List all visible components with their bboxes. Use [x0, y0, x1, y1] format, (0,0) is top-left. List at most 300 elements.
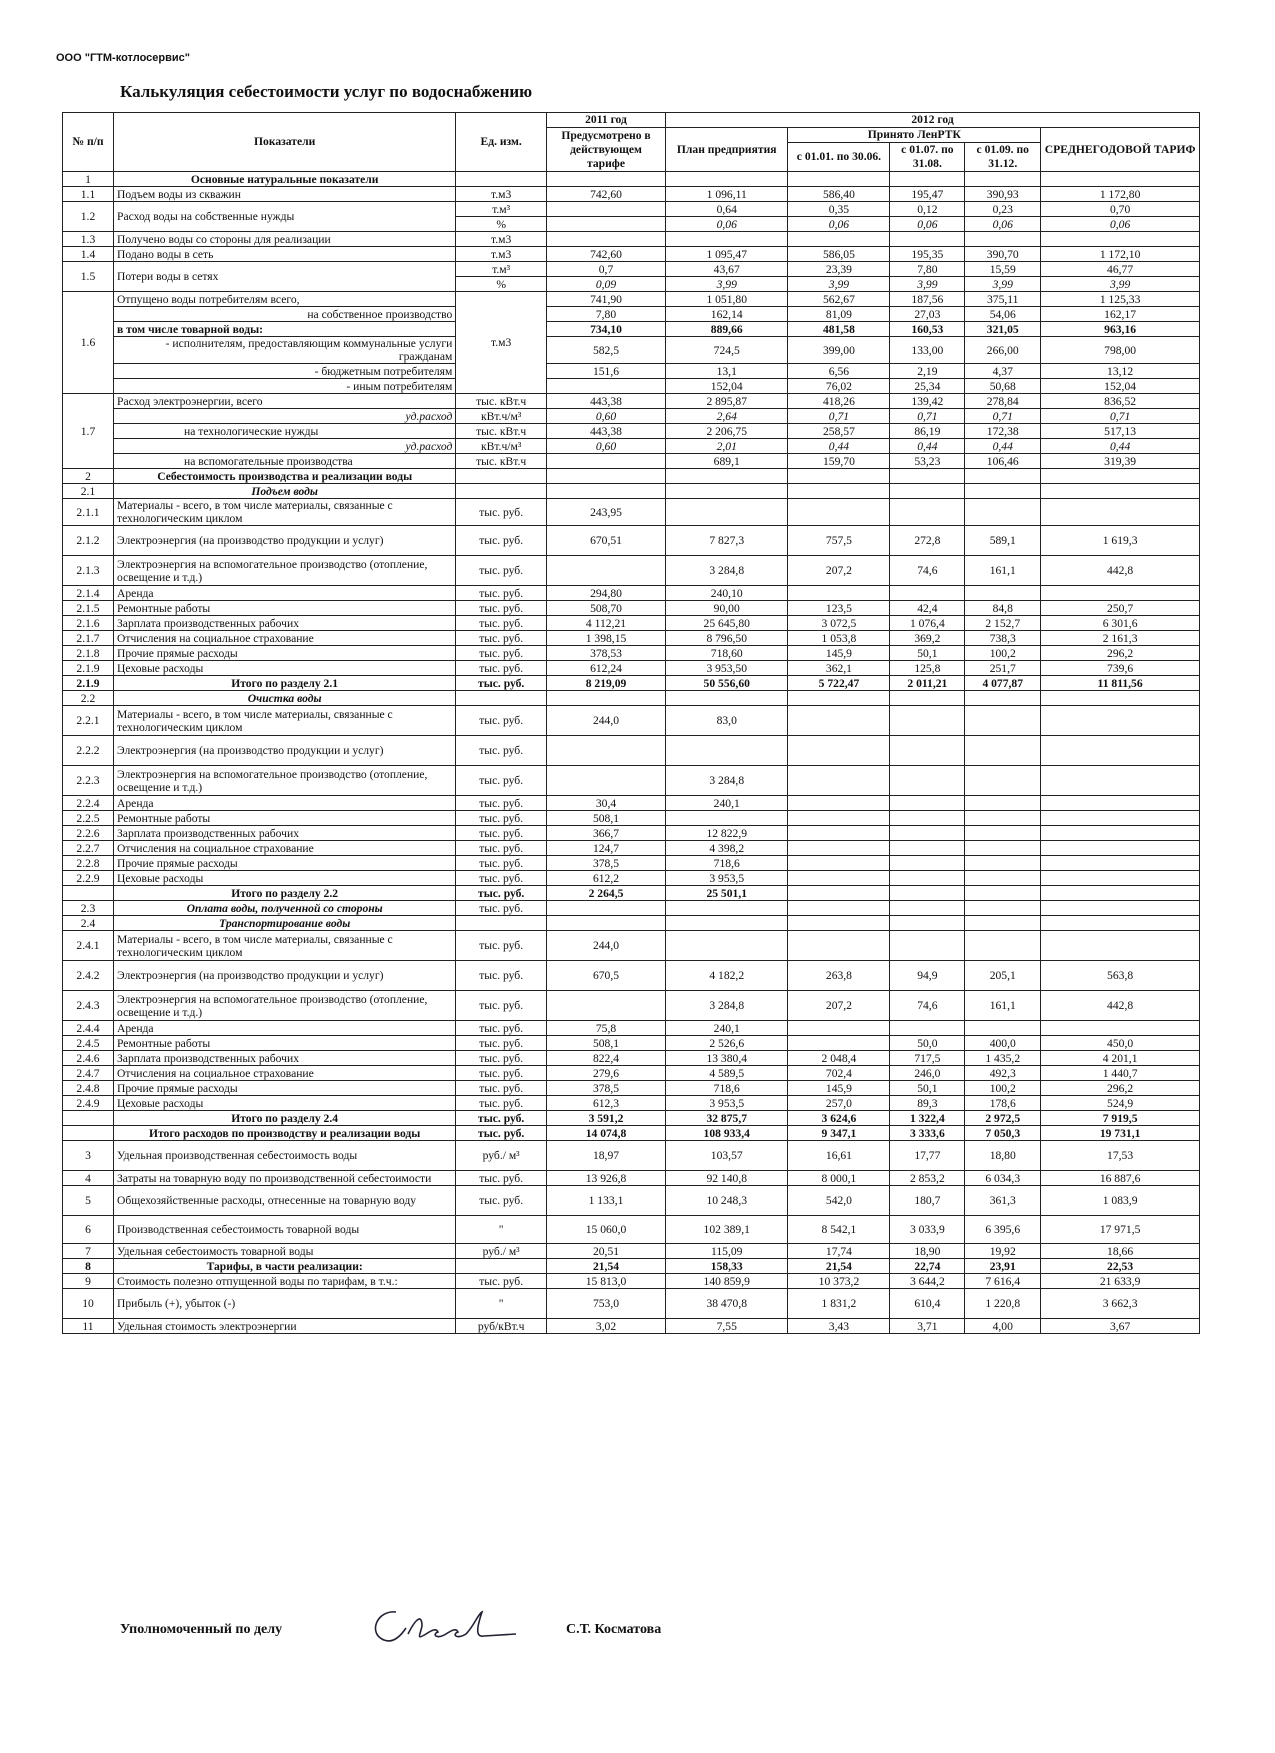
row-label: Прибыль (+), убыток (-): [114, 1289, 456, 1319]
table-row: [63, 1066, 1200, 1081]
row-label: Материалы - всего, в том числе материалы, связанные с технологическим циклом: [114, 931, 456, 961]
row-number: 2.2.9: [63, 871, 114, 886]
value-period-1: 17,74: [788, 1244, 890, 1259]
table-row: [63, 916, 1200, 931]
value-period-2: [890, 856, 965, 871]
value-avg-tariff: [1041, 811, 1200, 826]
col-year-2011: 2011 год: [547, 113, 666, 128]
row-label: Затраты на товарную воду по производственной себестоимости: [114, 1171, 456, 1186]
table-row: [63, 247, 1200, 262]
value-2011-tariff: 0,09: [547, 277, 666, 292]
row-label: Удельная себестоимость товарной воды: [114, 1244, 456, 1259]
value-period-1: 586,05: [788, 247, 890, 262]
row-number: 2.1.1: [63, 499, 114, 526]
row-label: Электроэнергия на вспомогательное производство (отопление, освещение и т.д.): [114, 556, 456, 586]
value-period-3: 178,6: [965, 1096, 1041, 1111]
table-row: [63, 337, 1200, 364]
table-row: [63, 469, 1200, 484]
row-label: уд.расход: [114, 439, 456, 454]
table-row: [63, 631, 1200, 646]
value-plan: 140 859,9: [666, 1274, 788, 1289]
value-period-2: 187,56: [890, 292, 965, 307]
value-period-1: [788, 916, 890, 931]
value-period-2: 1 322,4: [890, 1111, 965, 1126]
value-period-3: [965, 232, 1041, 247]
row-unit: [456, 691, 547, 706]
value-period-1: [788, 1036, 890, 1051]
row-unit: тыс. руб.: [456, 1081, 547, 1096]
value-period-1: 3,99: [788, 277, 890, 292]
row-number: 1.4: [63, 247, 114, 262]
table-row: [63, 409, 1200, 424]
value-plan: 92 140,8: [666, 1171, 788, 1186]
value-2011-tariff: 21,54: [547, 1259, 666, 1274]
value-period-3: 50,68: [965, 379, 1041, 394]
table-row: [63, 616, 1200, 631]
value-2011-tariff: 75,8: [547, 1021, 666, 1036]
value-plan: 0,06: [666, 217, 788, 232]
value-2011-tariff: [547, 454, 666, 469]
value-plan: 3,99: [666, 277, 788, 292]
value-period-2: 133,00: [890, 337, 965, 364]
value-2011-tariff: 612,3: [547, 1096, 666, 1111]
value-2011-tariff: 294,80: [547, 586, 666, 601]
col-plan: План предприятия: [666, 128, 788, 172]
value-period-2: [890, 916, 965, 931]
value-plan: 718,60: [666, 646, 788, 661]
value-period-3: 390,93: [965, 187, 1041, 202]
value-plan: 718,6: [666, 856, 788, 871]
row-label: Себестоимость производства и реализации воды: [114, 469, 456, 484]
table-row: [63, 1274, 1200, 1289]
row-label: Итого по разделу 2.2: [114, 886, 456, 901]
value-period-2: [890, 706, 965, 736]
row-unit: тыс. руб.: [456, 1051, 547, 1066]
value-avg-tariff: 7 919,5: [1041, 1111, 1200, 1126]
value-plan: 7,55: [666, 1319, 788, 1334]
value-period-3: 251,7: [965, 661, 1041, 676]
value-period-2: 7,80: [890, 262, 965, 277]
row-label: - иным потребителям: [114, 379, 456, 394]
value-period-3: [965, 484, 1041, 499]
value-plan: 4 182,2: [666, 961, 788, 991]
table-row: [63, 454, 1200, 469]
row-number: 2.4.9: [63, 1096, 114, 1111]
table-row: [63, 1111, 1200, 1126]
value-period-2: 50,1: [890, 646, 965, 661]
row-number: 1: [63, 172, 114, 187]
value-2011-tariff: 13 926,8: [547, 1171, 666, 1186]
value-plan: [666, 469, 788, 484]
value-plan: [666, 901, 788, 916]
value-period-2: [890, 691, 965, 706]
row-label: Потери воды в сетях: [114, 262, 456, 292]
value-2011-tariff: [547, 484, 666, 499]
row-number: 2.1.7: [63, 631, 114, 646]
table-row: [63, 736, 1200, 766]
value-period-2: [890, 811, 965, 826]
value-period-1: [788, 484, 890, 499]
table-row: [63, 901, 1200, 916]
value-period-3: 1 220,8: [965, 1289, 1041, 1319]
value-period-2: 717,5: [890, 1051, 965, 1066]
value-2011-tariff: [547, 901, 666, 916]
value-2011-tariff: [547, 469, 666, 484]
value-period-1: [788, 886, 890, 901]
value-period-1: 9 347,1: [788, 1126, 890, 1141]
value-period-1: 362,1: [788, 661, 890, 676]
value-avg-tariff: 22,53: [1041, 1259, 1200, 1274]
value-period-1: 586,40: [788, 187, 890, 202]
value-avg-tariff: 19 731,1: [1041, 1126, 1200, 1141]
value-plan: 240,10: [666, 586, 788, 601]
value-period-3: [965, 736, 1041, 766]
value-plan: 103,57: [666, 1141, 788, 1171]
value-plan: 3 953,50: [666, 661, 788, 676]
row-unit: [456, 1259, 547, 1274]
row-number: [63, 1126, 114, 1141]
row-number: 2.4.4: [63, 1021, 114, 1036]
row-label: Удельная стоимость электроэнергии: [114, 1319, 456, 1334]
value-period-1: 3 072,5: [788, 616, 890, 631]
row-number: 2.4.5: [63, 1036, 114, 1051]
row-number: 2.2.7: [63, 841, 114, 856]
table-body: [63, 172, 1200, 1334]
value-plan: 90,00: [666, 601, 788, 616]
row-number: 2.2.4: [63, 796, 114, 811]
signatory-name: С.Т. Косматова: [566, 1622, 662, 1637]
value-avg-tariff: 450,0: [1041, 1036, 1200, 1051]
row-label: Материалы - всего, в том числе материалы, связанные с технологическим циклом: [114, 706, 456, 736]
value-avg-tariff: [1041, 499, 1200, 526]
row-label: Прочие прямые расходы: [114, 646, 456, 661]
table-row: [63, 856, 1200, 871]
row-label: Подано воды в сеть: [114, 247, 456, 262]
value-2011-tariff: 0,7: [547, 262, 666, 277]
value-plan: 2,01: [666, 439, 788, 454]
row-unit: тыс. руб.: [456, 961, 547, 991]
table-row: [63, 826, 1200, 841]
table-row: [63, 691, 1200, 706]
col-avg-tariff: СРЕДНЕГОДОВОЙ ТАРИФ: [1041, 128, 1200, 172]
value-period-2: 18,90: [890, 1244, 965, 1259]
row-number: 2.1: [63, 484, 114, 499]
value-period-1: 0,35: [788, 202, 890, 217]
value-2011-tariff: 30,4: [547, 796, 666, 811]
value-avg-tariff: 0,44: [1041, 439, 1200, 454]
value-2011-tariff: 670,5: [547, 961, 666, 991]
row-label: Цеховые расходы: [114, 871, 456, 886]
value-period-3: 100,2: [965, 646, 1041, 661]
row-label: Аренда: [114, 796, 456, 811]
value-period-2: [890, 796, 965, 811]
value-period-3: [965, 796, 1041, 811]
value-2011-tariff: 612,24: [547, 661, 666, 676]
row-label: Производственная себестоимость товарной воды: [114, 1216, 456, 1244]
value-2011-tariff: 822,4: [547, 1051, 666, 1066]
value-period-2: 50,1: [890, 1081, 965, 1096]
value-period-3: 0,23: [965, 202, 1041, 217]
row-label: Отпущено воды потребителям всего,: [114, 292, 456, 307]
value-avg-tariff: 442,8: [1041, 991, 1200, 1021]
table-row: [63, 1126, 1200, 1141]
value-period-3: [965, 766, 1041, 796]
table-row: [63, 1186, 1200, 1216]
value-plan: [666, 736, 788, 766]
value-2011-tariff: 378,5: [547, 856, 666, 871]
table-row: [63, 1051, 1200, 1066]
table-row: [63, 661, 1200, 676]
value-period-1: [788, 232, 890, 247]
row-unit: %: [456, 217, 547, 232]
row-label: Отчисления на социальное страхование: [114, 1066, 456, 1081]
value-period-3: 19,92: [965, 1244, 1041, 1259]
value-avg-tariff: [1041, 706, 1200, 736]
value-period-3: [965, 886, 1041, 901]
value-plan: 115,09: [666, 1244, 788, 1259]
value-plan: 0,64: [666, 202, 788, 217]
row-label: уд.расход: [114, 409, 456, 424]
value-avg-tariff: 0,06: [1041, 217, 1200, 232]
value-plan: 7 827,3: [666, 526, 788, 556]
row-label: на технологические нужды: [114, 424, 456, 439]
value-period-2: 1 076,4: [890, 616, 965, 631]
value-plan: [666, 691, 788, 706]
row-unit: тыс. руб.: [456, 841, 547, 856]
value-2011-tariff: [547, 736, 666, 766]
value-period-1: 21,54: [788, 1259, 890, 1274]
table-row: [63, 379, 1200, 394]
row-label: Отчисления на социальное страхование: [114, 841, 456, 856]
value-period-3: 1 435,2: [965, 1051, 1041, 1066]
row-unit: тыс. руб.: [456, 796, 547, 811]
value-period-3: 23,91: [965, 1259, 1041, 1274]
value-period-2: 53,23: [890, 454, 965, 469]
value-period-1: [788, 691, 890, 706]
value-avg-tariff: 6 301,6: [1041, 616, 1200, 631]
value-avg-tariff: [1041, 766, 1200, 796]
value-2011-tariff: 1 133,1: [547, 1186, 666, 1216]
table-row: [63, 1141, 1200, 1171]
value-period-1: 562,67: [788, 292, 890, 307]
value-2011-tariff: 18,97: [547, 1141, 666, 1171]
value-2011-tariff: 3 591,2: [547, 1111, 666, 1126]
value-2011-tariff: 508,1: [547, 811, 666, 826]
value-plan: [666, 172, 788, 187]
row-number: 2.4.2: [63, 961, 114, 991]
row-label: Электроэнергия (на производство продукции и услуг): [114, 736, 456, 766]
value-avg-tariff: 442,8: [1041, 556, 1200, 586]
row-number: 2.2: [63, 691, 114, 706]
table-row: [63, 232, 1200, 247]
row-label: Ремонтные работы: [114, 1036, 456, 1051]
value-period-1: 207,2: [788, 991, 890, 1021]
value-plan: 689,1: [666, 454, 788, 469]
row-label: - исполнителям, предоставляющим коммунальные услуги гражданам: [114, 337, 456, 364]
row-unit: тыс. руб.: [456, 871, 547, 886]
value-avg-tariff: 0,70: [1041, 202, 1200, 217]
row-label: на вспомогательные производства: [114, 454, 456, 469]
page-title: Калькуляция себестоимости услуг по водоснабжению: [120, 82, 533, 101]
row-number: 2.2.5: [63, 811, 114, 826]
value-period-1: 6,56: [788, 364, 890, 379]
value-plan: 25 501,1: [666, 886, 788, 901]
row-number: 2.4.3: [63, 991, 114, 1021]
value-plan: 108 933,4: [666, 1126, 788, 1141]
value-period-3: [965, 691, 1041, 706]
row-label: Итого по разделу 2.4: [114, 1111, 456, 1126]
value-avg-tariff: 563,8: [1041, 961, 1200, 991]
value-avg-tariff: 18,66: [1041, 1244, 1200, 1259]
value-period-1: [788, 736, 890, 766]
table-row: [63, 1036, 1200, 1051]
value-period-3: [965, 586, 1041, 601]
value-period-1: [788, 931, 890, 961]
value-plan: 162,14: [666, 307, 788, 322]
row-label: Материалы - всего, в том числе материалы, связанные с технологическим циклом: [114, 499, 456, 526]
col-period-2: с 01.07. по 31.08.: [890, 143, 965, 172]
row-unit: т.м3: [456, 292, 547, 394]
value-2011-tariff: 582,5: [547, 337, 666, 364]
table-row: [63, 1319, 1200, 1334]
value-period-2: [890, 886, 965, 901]
row-label: Удельная производственная себестоимость воды: [114, 1141, 456, 1171]
col-period-1: с 01.01. по 30.06.: [788, 143, 890, 172]
value-period-1: 159,70: [788, 454, 890, 469]
row-label: Оплата воды, полученной со стороны: [114, 901, 456, 916]
row-unit: руб./ м³: [456, 1141, 547, 1171]
row-number: 2.1.6: [63, 616, 114, 631]
value-period-3: [965, 1021, 1041, 1036]
company-name: ООО "ГТМ-котлосервис": [56, 52, 190, 64]
value-plan: 1 095,47: [666, 247, 788, 262]
value-2011-tariff: [547, 379, 666, 394]
row-number: 2.2.2: [63, 736, 114, 766]
value-period-2: 2 011,21: [890, 676, 965, 691]
table-row: [63, 262, 1200, 277]
row-unit: тыс. руб.: [456, 1021, 547, 1036]
value-avg-tariff: 296,2: [1041, 646, 1200, 661]
value-period-3: 161,1: [965, 556, 1041, 586]
value-period-3: [965, 916, 1041, 931]
table-row: [63, 646, 1200, 661]
value-2011-tariff: [547, 916, 666, 931]
row-number: 2.1.2: [63, 526, 114, 556]
value-period-1: [788, 706, 890, 736]
value-period-2: 42,4: [890, 601, 965, 616]
row-unit: ": [456, 1289, 547, 1319]
row-number: 1.1: [63, 187, 114, 202]
row-label: Тарифы, в части реализации:: [114, 1259, 456, 1274]
row-unit: тыс. руб.: [456, 586, 547, 601]
value-period-2: 246,0: [890, 1066, 965, 1081]
row-number: 2.2.3: [63, 766, 114, 796]
value-period-1: 0,44: [788, 439, 890, 454]
value-period-1: 757,5: [788, 526, 890, 556]
table-row: [63, 322, 1200, 337]
value-avg-tariff: 16 887,6: [1041, 1171, 1200, 1186]
value-period-3: 100,2: [965, 1081, 1041, 1096]
row-number: 8: [63, 1259, 114, 1274]
value-plan: 32 875,7: [666, 1111, 788, 1126]
value-period-1: [788, 796, 890, 811]
value-2011-tariff: 741,90: [547, 292, 666, 307]
row-label: Основные натуральные показатели: [114, 172, 456, 187]
value-period-1: 399,00: [788, 337, 890, 364]
value-avg-tariff: [1041, 1021, 1200, 1036]
value-2011-tariff: 279,6: [547, 1066, 666, 1081]
value-period-2: [890, 232, 965, 247]
value-avg-tariff: 963,16: [1041, 322, 1200, 337]
value-2011-tariff: [547, 232, 666, 247]
value-period-1: 145,9: [788, 646, 890, 661]
table-row: [63, 307, 1200, 322]
value-period-3: 106,46: [965, 454, 1041, 469]
value-period-2: [890, 841, 965, 856]
value-period-3: 2 972,5: [965, 1111, 1041, 1126]
value-period-3: 492,3: [965, 1066, 1041, 1081]
table-row: [63, 364, 1200, 379]
table-row: [63, 931, 1200, 961]
row-label: Отчисления на социальное страхование: [114, 631, 456, 646]
value-plan: 8 796,50: [666, 631, 788, 646]
value-2011-tariff: 244,0: [547, 706, 666, 736]
value-period-2: [890, 1021, 965, 1036]
value-2011-tariff: 124,7: [547, 841, 666, 856]
value-period-2: 74,6: [890, 556, 965, 586]
value-avg-tariff: 46,77: [1041, 262, 1200, 277]
row-label: Подъем воды: [114, 484, 456, 499]
value-plan: 3 284,8: [666, 766, 788, 796]
value-plan: 3 284,8: [666, 556, 788, 586]
value-plan: 2 526,6: [666, 1036, 788, 1051]
row-unit: тыс. руб.: [456, 811, 547, 826]
row-number: 2.4.8: [63, 1081, 114, 1096]
row-label: Прочие прямые расходы: [114, 856, 456, 871]
row-number: 1.2: [63, 202, 114, 232]
row-label: Расход воды на собственные нужды: [114, 202, 456, 232]
value-period-3: 375,11: [965, 292, 1041, 307]
row-unit: [456, 484, 547, 499]
value-plan: [666, 232, 788, 247]
table-row: [63, 202, 1200, 217]
row-unit: тыс. руб.: [456, 1066, 547, 1081]
value-period-1: [788, 1021, 890, 1036]
value-period-3: 278,84: [965, 394, 1041, 409]
value-period-3: [965, 811, 1041, 826]
value-period-2: [890, 826, 965, 841]
row-unit: тыс. руб.: [456, 601, 547, 616]
value-period-3: 400,0: [965, 1036, 1041, 1051]
value-avg-tariff: [1041, 931, 1200, 961]
value-avg-tariff: 524,9: [1041, 1096, 1200, 1111]
col-unit: Ед. изм.: [456, 113, 547, 172]
value-period-3: 6 034,3: [965, 1171, 1041, 1186]
row-number: 1.7: [63, 394, 114, 469]
handwritten-signature: [366, 1604, 526, 1648]
value-period-2: 160,53: [890, 322, 965, 337]
value-2011-tariff: 2 264,5: [547, 886, 666, 901]
value-period-1: 257,0: [788, 1096, 890, 1111]
value-period-3: 0,06: [965, 217, 1041, 232]
value-period-3: 6 395,6: [965, 1216, 1041, 1244]
value-2011-tariff: 366,7: [547, 826, 666, 841]
value-avg-tariff: 517,13: [1041, 424, 1200, 439]
value-period-2: 94,9: [890, 961, 965, 991]
row-number: 2.4.7: [63, 1066, 114, 1081]
row-unit: тыс. руб.: [456, 646, 547, 661]
row-unit: т.м³: [456, 262, 547, 277]
